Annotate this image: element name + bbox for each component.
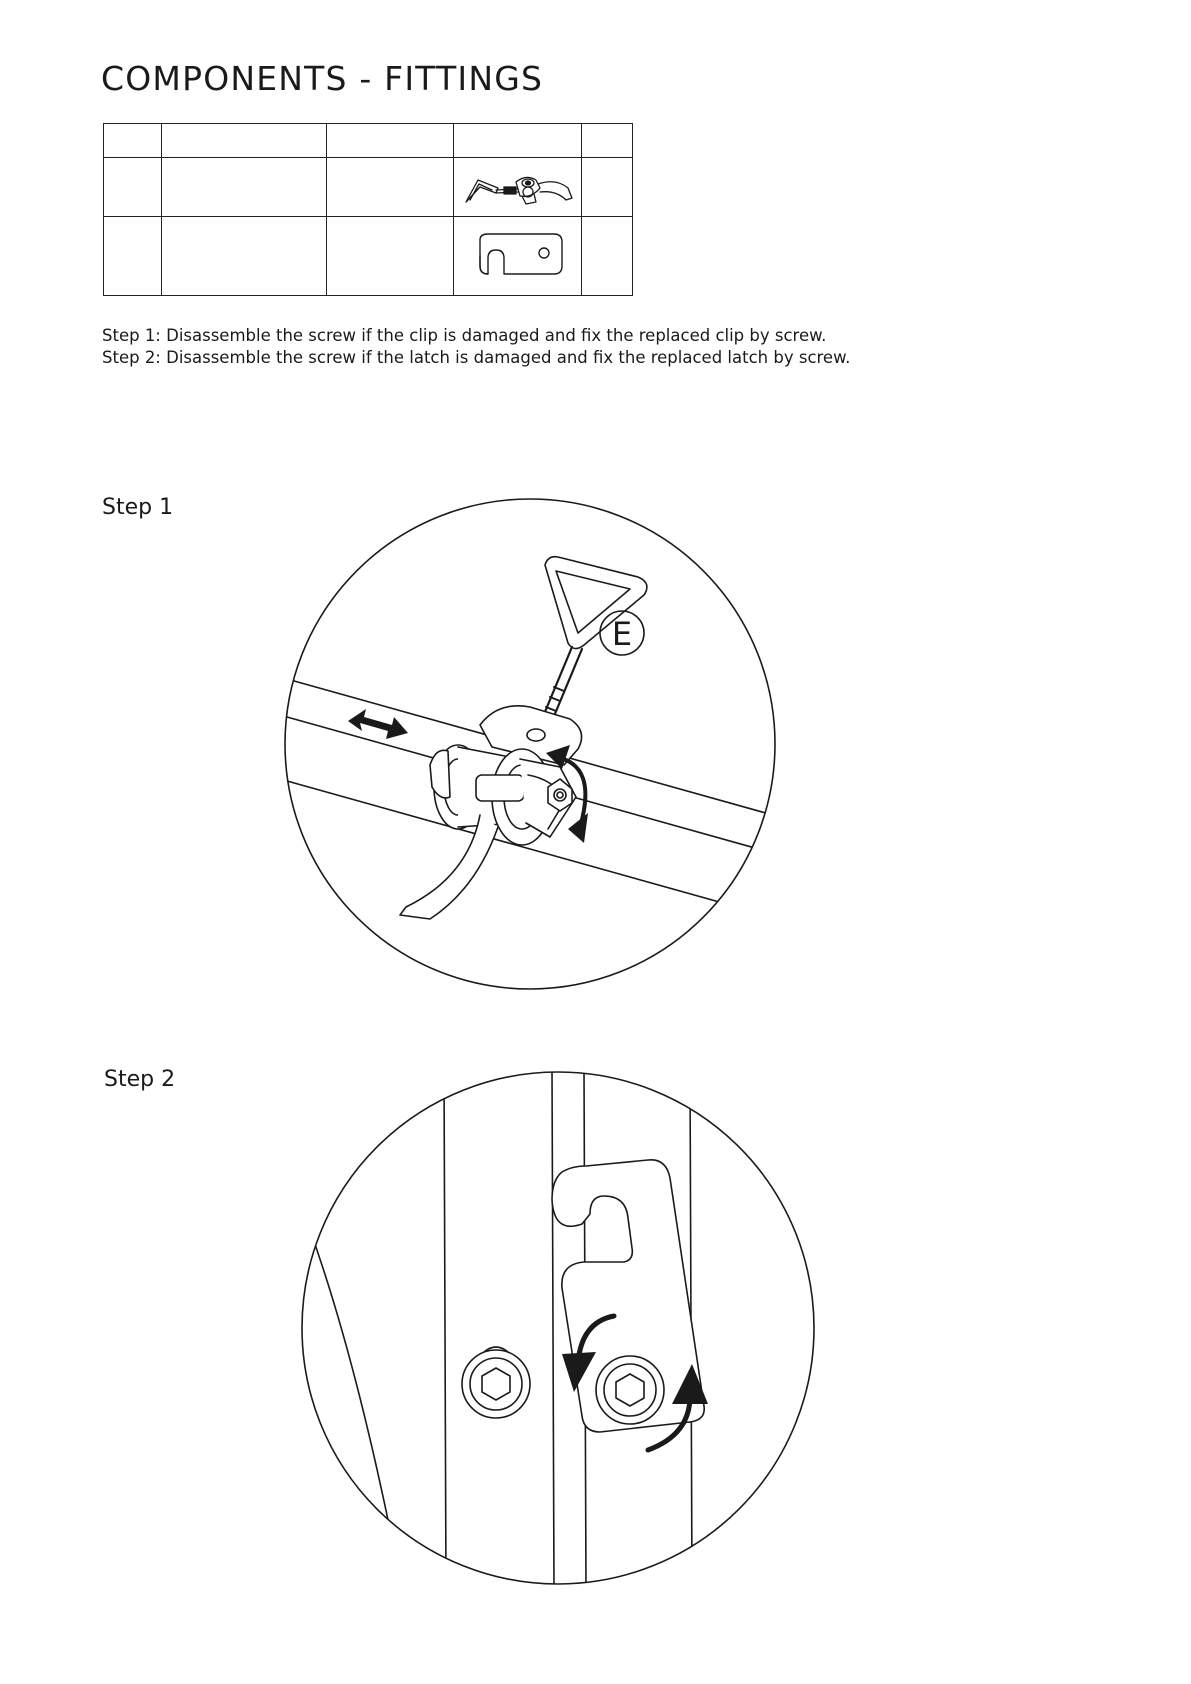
table-cell [162, 217, 327, 296]
bolt-left [462, 1347, 530, 1418]
table-cell [104, 158, 162, 217]
table-header-cell [454, 124, 582, 158]
table-cell [327, 158, 454, 217]
table-cell [582, 158, 633, 217]
instruction-step-2: Step 2: Disassemble the screw if the latch is damaged and fix the replaced latch by screw. [102, 348, 851, 367]
table-row [104, 158, 633, 217]
table-cell [162, 158, 327, 217]
instruction-step-1: Step 1: Disassemble the screw if the clip is damaged and fix the replaced clip by screw. [102, 326, 827, 345]
step-2-label: Step 2 [104, 1067, 176, 1092]
step-1-label: Step 1 [102, 495, 174, 520]
clip-with-screw-icon [460, 162, 576, 212]
bolt-right [596, 1356, 664, 1424]
table-header-cell [162, 124, 327, 158]
callout-label: E [611, 615, 633, 653]
table-cell [104, 217, 162, 296]
latch-plate-icon [468, 226, 568, 286]
step-1-illustration [280, 497, 780, 997]
step-2-illustration [300, 1070, 820, 1590]
page-title: COMPONENTS - FITTINGS [101, 59, 544, 98]
table-cell [327, 217, 454, 296]
table-header-cell [327, 124, 454, 158]
table-header-cell [582, 124, 633, 158]
table-cell-image [454, 158, 582, 217]
instructions [102, 325, 850, 369]
table-header-row [104, 124, 633, 158]
table-cell [582, 217, 633, 296]
table-header-cell [104, 124, 162, 158]
table-row [104, 217, 633, 296]
table-cell-image [454, 217, 582, 296]
components-table [103, 123, 633, 296]
slide-arrow-icon [348, 709, 408, 739]
detail-circle [302, 1072, 814, 1584]
